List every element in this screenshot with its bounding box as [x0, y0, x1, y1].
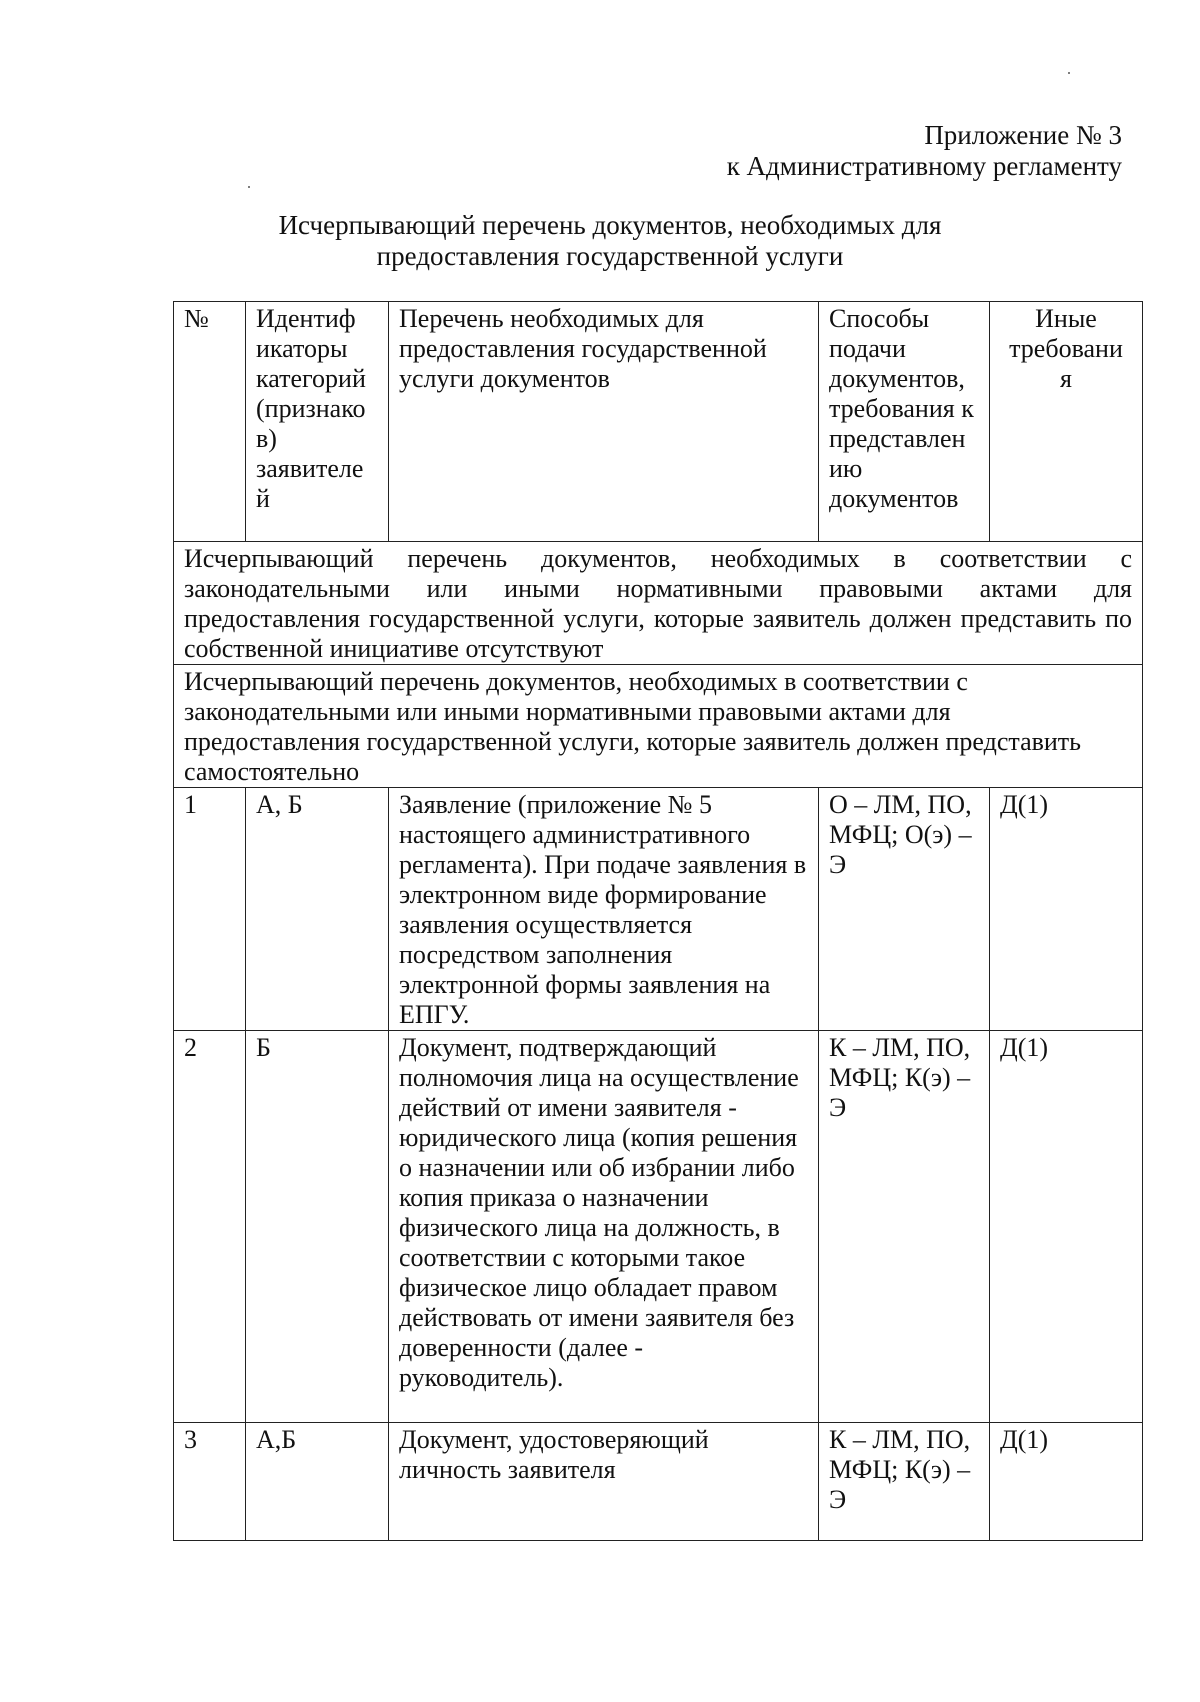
header-num: №: [174, 302, 246, 542]
appendix-header: [727, 120, 1122, 182]
row-methods: К – ЛМ, ПО, МФЦ; К(э) – Э: [819, 1031, 990, 1423]
title-line-1: Исчерпывающий перечень документов, необходимых для: [278, 210, 942, 240]
section-initiative-text: Исчерпывающий перечень документов, необходимых в соответствии с законодательными или иными нормативными правовыми актами для предоставления государственной услуги, которые заявитель должен представить по собственной инициативе отсутствуют: [174, 542, 1143, 665]
row-identifiers: Б: [246, 1031, 389, 1423]
row-other: Д(1): [990, 788, 1143, 1031]
row-num: 3: [174, 1423, 246, 1541]
table-row: [174, 1031, 1143, 1423]
row-num: 2: [174, 1031, 246, 1423]
row-other: Д(1): [990, 1423, 1143, 1541]
header-identifiers: Идентиф икаторы категорий (признако в) заявителе й: [246, 302, 389, 542]
row-document: Заявление (приложение № 5 настоящего административного регламента). При подаче заявления в электронном виде формирование заявления осуществляется посредством заполнения электронной формы заявления на ЕПГУ.: [389, 788, 819, 1031]
table-row: [174, 788, 1143, 1031]
section-self-text: Исчерпывающий перечень документов, необходимых в соответствии с законодательными или иными нормативными правовыми актами для предоставления государственной услуги, которые заявитель должен представить самостоятельно: [174, 665, 1143, 788]
title-line-2: предоставления государственной услуги: [376, 241, 844, 271]
appendix-number: Приложение № 3: [924, 120, 1122, 150]
header-other-requirements: Иные требовани я: [990, 302, 1143, 542]
section-row-self: [174, 665, 1143, 788]
section-row-initiative: [174, 542, 1143, 665]
document-title: [180, 210, 1040, 272]
row-methods: О – ЛМ, ПО, МФЦ; О(э) – Э: [819, 788, 990, 1031]
row-identifiers: А,Б: [246, 1423, 389, 1541]
table-row: [174, 1423, 1143, 1541]
header-documents: Перечень необходимых для предоставления государственной услуги документов: [389, 302, 819, 542]
row-num: 1: [174, 788, 246, 1031]
row-document: Документ, удостоверяющий личность заявителя: [389, 1423, 819, 1541]
header-methods: Способы подачи документов, требования к представлен ию документов: [819, 302, 990, 542]
scan-speck: [1068, 72, 1070, 74]
documents-table: [173, 301, 1143, 1541]
row-other: Д(1): [990, 1031, 1143, 1423]
row-methods: К – ЛМ, ПО, МФЦ; К(э) – Э: [819, 1423, 990, 1541]
appendix-reference: к Административному регламенту: [726, 151, 1122, 181]
scan-speck: [248, 186, 250, 188]
table-header-row: [174, 302, 1143, 542]
row-identifiers: А, Б: [246, 788, 389, 1031]
row-document: Документ, подтверждающий полномочия лица на осуществление действий от имени заявителя - юридического лица (копия решения о назначении или об избрании либо копия приказа о назначении физического лица на должность, в соответствии с которыми такое физическое лицо обладает правом действовать от имени заявителя без доверенности (далее - руководитель).: [389, 1031, 819, 1423]
